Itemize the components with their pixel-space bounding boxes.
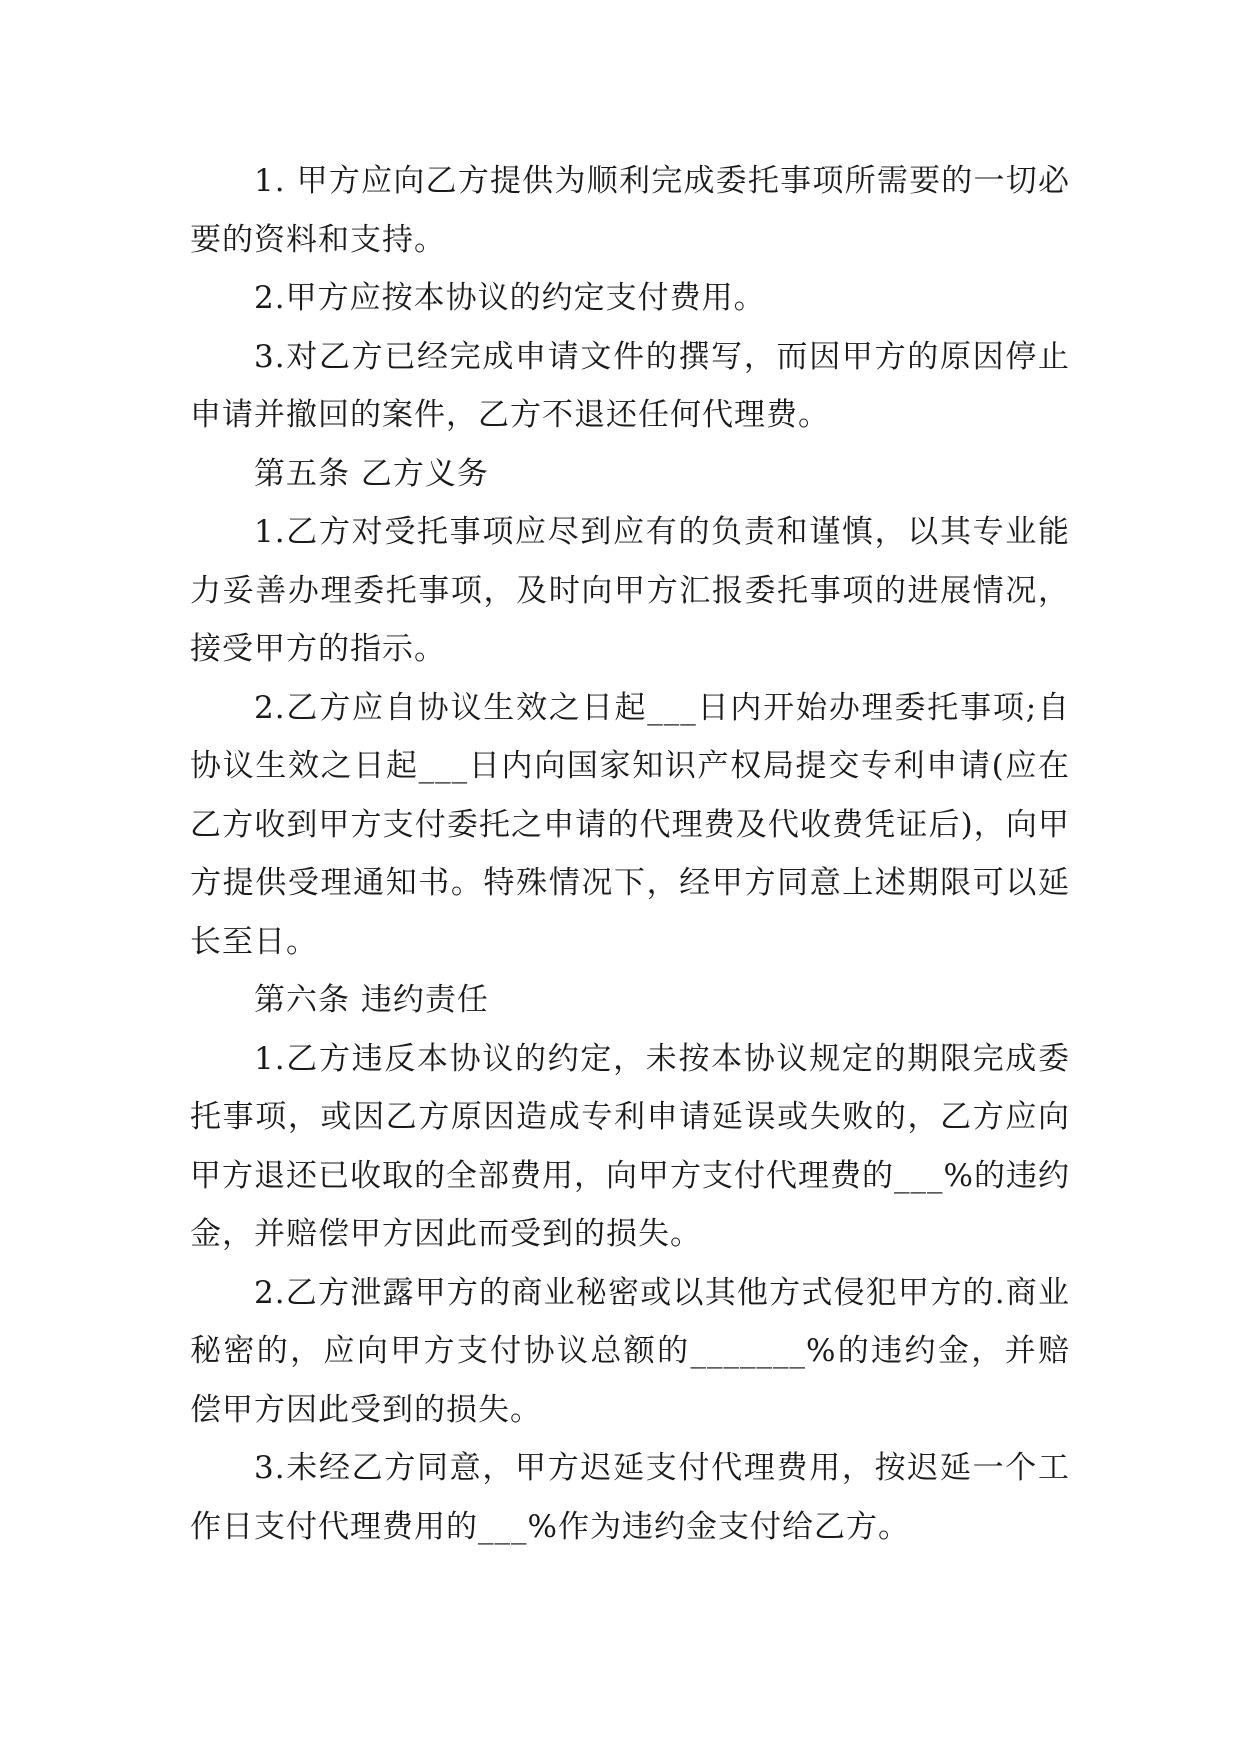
- article-5-heading: 第五条 乙方义务: [254, 455, 489, 492]
- paragraph-trade-secret-breach: 2.乙方泄露甲方的商业秘密或以其他方式侵犯甲方的.商业秘密的，应向甲方支付协议总额的_______%的违约金，并赔偿甲方因此受到的损失。: [190, 1274, 1070, 1428]
- paragraph-party-b-diligence: 1.乙方对受托事项应尽到应有的负责和谨慎，以其专业能力妥善办理委托事项，及时向甲方汇报委托事项的进展情况，接受甲方的指示。: [190, 514, 1070, 667]
- paragraph-party-b-breach: 1.乙方违反本协议的约定，未按本协议规定的期限完成委托事项，或因乙方原因造成专利申请延误或失败的，乙方应向甲方退还已收取的全部费用，向甲方支付代理费的___%的违约金，并赔偿甲方因此而受到的损失。: [190, 1040, 1070, 1252]
- paragraph-party-a-pay-fees: 2.甲方应按本协议的约定支付费用。: [254, 280, 766, 316]
- article-6-heading: 第六条 违约责任: [254, 982, 489, 1018]
- paragraph-no-refund-on-withdrawal: 3.对乙方已经完成申请文件的撰写，而因甲方的原因停止申请并撤回的案件，乙方不退还任何代理费。: [190, 338, 1070, 433]
- document-body: [190, 152, 1070, 1556]
- paragraph-party-a-provide-materials: 1. 甲方应向乙方提供为顺利完成委托事项所需要的一切必要的资料和支持。: [190, 163, 1070, 258]
- paragraph-party-b-deadlines: 2.乙方应自协议生效之日起___日内开始办理委托事项;自协议生效之日起___日内向国家知识产权局提交专利申请(应在乙方收到甲方支付委托之申请的代理费及代收费凭证后)，向甲方提供受理通知书。特殊情况下，经甲方同意上述期限可以延长至日。: [190, 689, 1070, 960]
- paragraph-late-payment-penalty: 3.未经乙方同意，甲方迟延支付代理费用，按迟延一个工作日支付代理费用的___%作为违约金支付给乙方。: [190, 1450, 1070, 1545]
